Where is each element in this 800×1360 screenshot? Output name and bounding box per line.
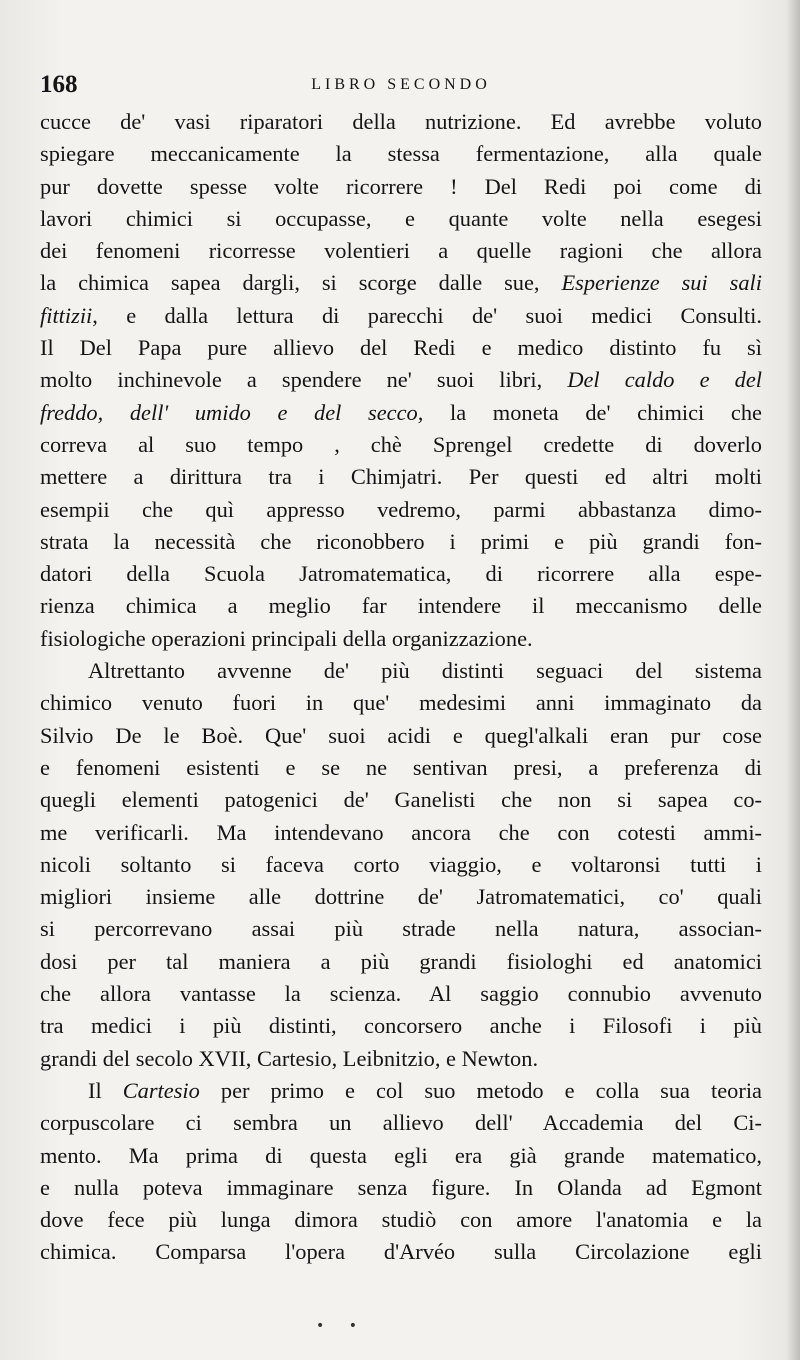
text-line — [40, 687, 762, 719]
text-segment: Silvio De le Boè. Que' suoi acidi e quegl'alkali eran pur cose — [40, 722, 762, 748]
text-segment: e fenomeni esistenti e se ne sentivan presi, a preferenza di — [40, 754, 762, 780]
italic-text-segment: Del caldo e del — [567, 367, 762, 393]
text-segment: esempii che quì appresso vedremo, parmi abbastanza dimo- — [40, 496, 762, 522]
text-line — [40, 1075, 762, 1107]
text-segment: cucce de' vasi riparatori della nutrizione. Ed avrebbe voluto — [40, 109, 762, 134]
text-segment: pur dovette spesse volte ricorrere ! Del Redi poi come di — [40, 173, 762, 199]
page-header — [40, 70, 762, 100]
text-segment: mettere a dirittura tra i Chimjatri. Per questi ed altri molti — [40, 464, 762, 490]
text-line — [40, 558, 762, 590]
text-line — [40, 1140, 762, 1172]
text-line — [40, 1236, 762, 1268]
text-segment: e nulla poteva immaginare senza figure. In Olanda ad Egmont — [40, 1174, 762, 1200]
text-segment: molto inchinevole a spendere ne' suoi libri, — [40, 367, 568, 393]
text-line — [40, 655, 762, 687]
text-line — [40, 267, 762, 299]
text-line — [40, 203, 762, 235]
text-segment: correva al suo tempo , chè Sprengel credette di doverlo — [40, 431, 762, 457]
text-segment: corpuscolare ci sembra un allievo dell' Accademia del Ci- — [40, 1110, 762, 1136]
text-segment: me verificarli. Ma intendevano ancora che con cotesti ammi- — [40, 819, 762, 845]
text-segment: lavori chimici si occupasse, e quante volte nella esegesi — [40, 205, 762, 231]
text-segment: Altrettanto avvenne de' più distinti seguaci del sistema — [88, 658, 762, 684]
text-line — [40, 946, 762, 978]
text-segment: tra medici i più distinti, concorsero anche i Filosofi i più — [40, 1013, 762, 1039]
bottom-mark: • • — [316, 1318, 367, 1334]
text-segment: quegli elementi patogenici de' Ganelisti che non si sapea co- — [40, 787, 762, 813]
text-line — [40, 720, 762, 752]
text-segment: spiegare meccanicamente la stessa fermentazione, alla quale — [40, 141, 762, 167]
running-title: LIBRO SECONDO — [311, 76, 491, 93]
page-edge-shadow — [786, 0, 800, 1360]
text-line — [40, 1204, 762, 1236]
text-segment: chimico venuto fuori in que' medesimi anni immaginato da — [40, 690, 762, 716]
italic-text-segment: fittizii — [40, 302, 93, 328]
text-segment: Il Del Papa pure allievo del Redi e medico distinto fu sì — [40, 335, 762, 361]
text-segment: si percorrevano assai più strade nella natura, associan- — [40, 916, 762, 942]
text-line — [40, 590, 762, 622]
italic-text-segment: Cartesio — [122, 1077, 200, 1103]
text-segment: dosi per tal maniera a più grandi fisiologhi ed anatomici — [40, 948, 762, 974]
text-segment: Il — [88, 1077, 123, 1103]
text-line — [40, 1107, 762, 1139]
text-segment: mento. Ma prima di questa egli era già grande matematico, — [40, 1142, 762, 1168]
text-line — [40, 235, 762, 267]
text-line — [40, 494, 762, 526]
text-line — [40, 429, 762, 461]
text-line — [40, 300, 762, 332]
text-segment: nicoli soltanto si faceva corto viaggio, e voltaronsi tutti i — [40, 851, 762, 877]
text-line — [40, 526, 762, 558]
body-text — [40, 106, 762, 1269]
text-line — [40, 171, 762, 203]
text-segment: la chimica sapea dargli, si scorge dalle sue, — [40, 270, 562, 296]
text-line — [40, 397, 762, 429]
text-segment: la moneta de' chimici che — [423, 399, 762, 425]
text-segment: chimica. Comparsa l'opera d'Arvéo sulla Circolazione egli — [40, 1239, 762, 1265]
text-line — [40, 461, 762, 493]
text-segment: fisiologiche operazioni principali della organizzazione. — [40, 625, 533, 651]
text-segment: dove fece più lunga dimora studiò con amore l'anatomia e la — [40, 1207, 762, 1233]
text-line — [40, 1172, 762, 1204]
text-line — [40, 1043, 762, 1075]
text-line — [40, 752, 762, 784]
text-line — [40, 106, 762, 138]
text-line — [40, 978, 762, 1010]
text-segment: per primo e col suo metodo e colla sua teoria — [199, 1077, 762, 1103]
text-line — [40, 817, 762, 849]
text-line — [40, 1010, 762, 1042]
text-segment: rienza chimica a meglio far intendere il meccanismo delle — [40, 593, 762, 619]
text-line — [40, 623, 762, 655]
text-line — [40, 364, 762, 396]
text-segment: , e dalla lettura di parecchi de' suoi medici Consulti. — [92, 302, 762, 328]
text-segment: dei fenomeni ricorresse volentieri a quelle ragioni che allora — [40, 238, 762, 264]
italic-text-segment: freddo, dell' umido e del secco, — [40, 399, 424, 425]
text-line — [40, 913, 762, 945]
page-number: 168 — [40, 71, 78, 98]
text-line — [40, 784, 762, 816]
text-segment: strata la necessità che riconobbero i primi e più grandi fon- — [40, 528, 762, 554]
italic-text-segment: Esperienze sui sali — [561, 270, 762, 296]
text-line — [40, 332, 762, 364]
text-line — [40, 138, 762, 170]
text-segment: migliori insieme alle dottrine de' Jatromatematici, co' quali — [40, 884, 762, 910]
text-segment: grandi del secolo XVII, Cartesio, Leibnitzio, e Newton. — [40, 1045, 539, 1071]
text-segment: che allora vantasse la scienza. Al saggio connubio avvenuto — [40, 981, 762, 1007]
text-segment: datori della Scuola Jatromatematica, di ricorrere alla espe- — [40, 561, 762, 587]
text-line — [40, 881, 762, 913]
text-line — [40, 849, 762, 881]
